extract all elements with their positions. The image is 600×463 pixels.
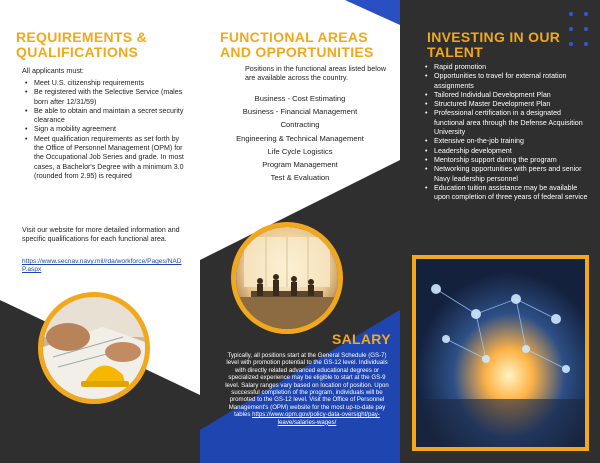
requirements-heading-line2: QUALIFICATIONS xyxy=(16,44,139,60)
functional-areas-list xyxy=(200,92,400,184)
requirement-item: • Meet U.S. citizenship requirements xyxy=(24,79,186,88)
benefit-item: • Leadership development xyxy=(424,147,592,156)
functional-areas-intro: Positions in the functional areas listed below are available across the country. xyxy=(245,64,387,83)
decor-dot xyxy=(569,42,573,46)
functional-area-item: Life Cycle Logistics xyxy=(267,146,333,156)
decor-dot xyxy=(584,12,588,16)
mid-top-blue-shape xyxy=(345,0,400,25)
decor-dot xyxy=(569,27,573,31)
benefit-item: • Mentorship support during the program xyxy=(424,156,592,165)
functional-areas-heading-line1: FUNCTIONAL AREAS xyxy=(220,29,368,45)
requirements-list xyxy=(24,79,186,181)
investing-heading xyxy=(427,30,587,60)
construction-photo xyxy=(38,292,150,404)
salary-link[interactable]: https://www.opm.gov/policy-data-oversight/pay-leave/salaries-wages/ xyxy=(252,411,380,426)
requirement-item: • Meet qualification requirements as set forth by the Office of Personnel Management (OPM) for the Occupational Job Series and grade. In most cases, a Bachelor's Degree with a minimum 3.0 (rounded from 2.95) is required xyxy=(24,135,186,181)
benefit-item: • Rapid promotion xyxy=(424,63,592,72)
decor-dot xyxy=(569,12,573,16)
investing-heading-line2: TALENT xyxy=(427,44,483,60)
benefits-list xyxy=(424,63,592,202)
functional-areas-heading-line2: AND OPPORTUNITIES xyxy=(220,44,374,60)
requirements-heading xyxy=(16,30,191,60)
functional-area-item: Engineering & Technical Management xyxy=(236,133,364,143)
functional-area-item: Test & Evaluation xyxy=(270,173,330,183)
office-meeting-photo xyxy=(231,222,343,334)
benefit-item: • Professional certification in a designated functional area through the Defense Acquisition University xyxy=(424,109,592,137)
salary-text xyxy=(222,352,392,426)
benefit-item: • Education tuition assistance may be available upon completion of three years of federal service xyxy=(424,184,592,203)
functional-area-item: Program Management xyxy=(262,160,338,170)
benefit-item: • Extensive on-the-job training xyxy=(424,137,592,146)
functional-area-item: Business - Cost Estimating xyxy=(254,94,346,103)
benefit-item: • Opportunities to travel for external rotation assignments xyxy=(424,72,592,91)
decor-dot xyxy=(584,42,588,46)
salary-heading: SALARY xyxy=(332,331,391,347)
functional-area-item: Business - Financial Management xyxy=(242,107,358,117)
visit-website-text: Visit our website for more detailed information and specific qualifications for each functional area. xyxy=(22,226,180,244)
salary-body: Typically, all positions start at the General Schedule (GS-7) level with promotion potential to the GS-12 level. Individuals with directly related advanced educational degrees or specialized experience may be eligible to start at the GS-9 level. Salary ranges vary based on location of position. Upon successful completion of the program, individuals will be promoted to the GS-12 level. Visit the Office of Personnel Management's (OPM) website for the most up-to-date pay tables xyxy=(225,352,389,419)
functional-area-item: Contracting xyxy=(280,120,320,130)
decor-dot xyxy=(584,27,588,31)
requirement-item: • Sign a mobility agreement xyxy=(24,125,186,134)
investing-heading-line1: INVESTING IN OUR xyxy=(427,29,561,45)
requirement-item: • Be able to obtain and maintain a secret security clearance xyxy=(24,107,186,126)
requirements-intro: All applicants must: xyxy=(22,66,84,75)
requirement-item: • Be registered with the Selective Service (males born after 12/31/59) xyxy=(24,88,186,107)
functional-areas-heading xyxy=(220,30,395,60)
technology-photo xyxy=(412,255,589,451)
website-link[interactable]: https://www.secnav.navy.mil/rda/workforce/Pages/NADP.aspx xyxy=(22,258,182,274)
benefit-item: • Tailored Individual Development Plan xyxy=(424,91,592,100)
benefit-item: • Structured Master Development Plan xyxy=(424,100,592,109)
benefit-item: • Networking opportunities with peers and senior Navy leadership personnel xyxy=(424,165,592,184)
requirements-heading-line1: REQUIREMENTS & xyxy=(16,29,147,45)
